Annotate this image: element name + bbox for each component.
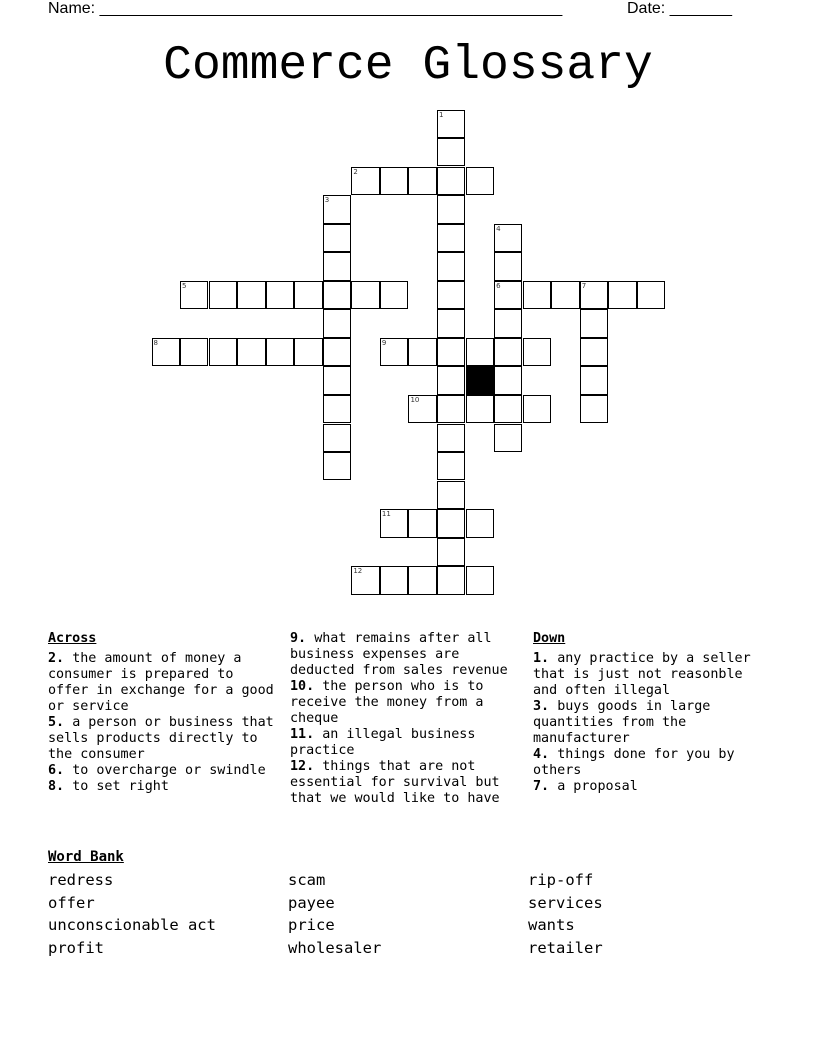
grid-cell[interactable]	[608, 281, 636, 309]
grid-cell[interactable]	[466, 167, 494, 195]
grid-cell[interactable]	[437, 281, 465, 309]
grid-cell[interactable]	[551, 281, 579, 309]
grid-cell[interactable]	[351, 281, 379, 309]
grid-cell[interactable]	[580, 281, 608, 309]
grid-cell[interactable]	[180, 281, 208, 309]
grid-block	[466, 366, 494, 394]
cell-number: 1	[439, 110, 444, 119]
clue-across-11: 11. an illegal business practice	[290, 727, 476, 758]
grid-cell[interactable]	[437, 138, 465, 166]
clue-down-7: 7. a proposal	[533, 779, 638, 794]
grid-cell[interactable]	[408, 509, 436, 537]
grid-cell[interactable]	[437, 366, 465, 394]
cell-number: 3	[324, 196, 330, 205]
word-bank-item: offer	[48, 894, 95, 912]
cell-number: 12	[353, 567, 363, 576]
grid-cell[interactable]	[437, 509, 465, 537]
name-blank[interactable]: ____________________________________________________	[99, 0, 563, 17]
grid-cell[interactable]	[408, 395, 436, 423]
grid-cell[interactable]	[323, 224, 351, 252]
grid-cell[interactable]	[494, 309, 522, 337]
clue-across-9: 9. what remains after all business expenses are deducted from sales revenue	[290, 631, 508, 678]
page-title: Commerce Glossary	[163, 39, 653, 93]
grid-cell[interactable]	[580, 366, 608, 394]
clue-across-2: 2. the amount of money a consumer is prepared to offer in exchange for a good or service	[48, 651, 274, 714]
grid-cell[interactable]	[580, 395, 608, 423]
clue-across-10: 10. the person who is to receive the money from a cheque	[290, 679, 484, 726]
down-heading: Down	[533, 631, 566, 646]
grid-cell[interactable]	[437, 110, 465, 138]
cell-number: 9	[381, 338, 387, 347]
grid-cell[interactable]	[494, 338, 522, 366]
cell-number: 11	[381, 510, 391, 519]
grid-cell[interactable]	[380, 167, 408, 195]
grid-cell[interactable]	[466, 509, 494, 537]
grid-cell[interactable]	[494, 252, 522, 280]
grid-cell[interactable]	[323, 366, 351, 394]
across-clues-col2	[290, 631, 526, 807]
clue-down-4: 4. things done for you by others	[533, 747, 735, 778]
grid-cell[interactable]	[323, 309, 351, 337]
clue-down-1: 1. any practice by a seller that is just not reasonble and often illegal	[533, 651, 751, 698]
cell-number: 6	[496, 281, 501, 290]
word-bank-item: redress	[48, 871, 114, 889]
word-bank-item: rip-off	[528, 871, 594, 889]
cell-number: 2	[353, 167, 358, 176]
grid-cell[interactable]	[523, 281, 551, 309]
grid-cell[interactable]	[323, 338, 351, 366]
name-label: Name:	[48, 0, 100, 17]
word-bank-item: services	[528, 894, 603, 912]
grid-cell[interactable]	[437, 167, 465, 195]
grid-cell[interactable]	[437, 309, 465, 337]
grid-cell[interactable]	[408, 167, 436, 195]
grid-cell[interactable]	[408, 566, 436, 594]
cell-number: 7	[581, 281, 587, 290]
grid-cell[interactable]	[523, 395, 551, 423]
grid-cell[interactable]	[494, 224, 522, 252]
grid-cell[interactable]	[323, 252, 351, 280]
grid-cell[interactable]	[580, 338, 608, 366]
grid-cell[interactable]	[466, 395, 494, 423]
clue-across-6: 6. to overcharge or swindle	[48, 763, 266, 778]
grid-cell[interactable]	[380, 338, 408, 366]
word-bank-item: wants	[528, 916, 575, 934]
word-bank-item: unconscionable act	[48, 916, 216, 934]
word-bank-item: profit	[48, 939, 104, 957]
word-bank-heading: Word Bank	[48, 849, 124, 865]
grid-cell[interactable]	[437, 566, 465, 594]
grid-cell[interactable]	[466, 338, 494, 366]
grid-cell[interactable]	[294, 281, 322, 309]
grid-cell[interactable]	[437, 424, 465, 452]
grid-cell[interactable]	[294, 338, 322, 366]
grid-cell[interactable]	[437, 195, 465, 223]
grid-cell[interactable]	[380, 281, 408, 309]
grid-cell[interactable]	[266, 281, 294, 309]
grid-cell[interactable]	[351, 167, 379, 195]
grid-cell[interactable]	[380, 566, 408, 594]
grid-cell[interactable]	[494, 366, 522, 394]
date-label: Date:	[627, 0, 670, 17]
across-clues-col1	[48, 631, 280, 795]
clue-across-5: 5. a person or business that sells products directly to the consumer	[48, 715, 274, 762]
grid-cell[interactable]	[323, 195, 351, 223]
clue-down-3: 3. buys goods in large quantities from the manufacturer	[533, 699, 711, 746]
grid-cell[interactable]	[466, 566, 494, 594]
clue-across-12: 12. things that are not essential for survival but that we would like to have	[290, 759, 500, 806]
grid-cell[interactable]	[523, 338, 551, 366]
grid-cell[interactable]	[209, 281, 237, 309]
cell-number: 10	[410, 396, 420, 404]
grid-cell[interactable]	[494, 424, 522, 452]
grid-cell[interactable]	[437, 252, 465, 280]
grid-cell[interactable]	[494, 281, 522, 309]
grid-cell[interactable]	[323, 424, 351, 452]
grid-cell[interactable]	[323, 395, 351, 423]
cell-number: 4	[496, 224, 501, 233]
grid-cell[interactable]	[323, 452, 351, 480]
grid-cell[interactable]	[437, 481, 465, 509]
grid-cell[interactable]	[408, 338, 436, 366]
grid-cell[interactable]	[437, 224, 465, 252]
grid-cell[interactable]	[437, 538, 465, 566]
grid-cell[interactable]	[437, 338, 465, 366]
word-bank-item: price	[288, 916, 335, 934]
grid-cell[interactable]	[494, 395, 522, 423]
down-clues	[533, 631, 765, 795]
word-bank-item: retailer	[528, 939, 603, 957]
cell-number: 5	[182, 281, 187, 290]
grid-cell[interactable]	[152, 338, 180, 366]
grid-cell[interactable]	[351, 566, 379, 594]
grid-cell[interactable]	[437, 452, 465, 480]
clue-across-8: 8. to set right	[48, 779, 169, 794]
grid-cell[interactable]	[266, 338, 294, 366]
cell-number: 8	[153, 338, 158, 347]
grid-cell[interactable]	[580, 309, 608, 337]
word-bank-item: wholesaler	[288, 939, 382, 957]
grid-cell[interactable]	[237, 338, 265, 366]
grid-cell[interactable]	[237, 281, 265, 309]
grid-cell[interactable]	[637, 281, 665, 309]
grid-cell[interactable]	[209, 338, 237, 366]
date-blank[interactable]: _______	[669, 0, 732, 17]
word-bank-item: payee	[288, 894, 335, 912]
grid-cell[interactable]	[380, 509, 408, 537]
word-bank-item: scam	[288, 871, 326, 889]
grid-cell[interactable]	[180, 338, 208, 366]
across-heading: Across	[48, 631, 97, 646]
grid-cell[interactable]	[323, 281, 351, 309]
grid-cell[interactable]	[437, 395, 465, 423]
